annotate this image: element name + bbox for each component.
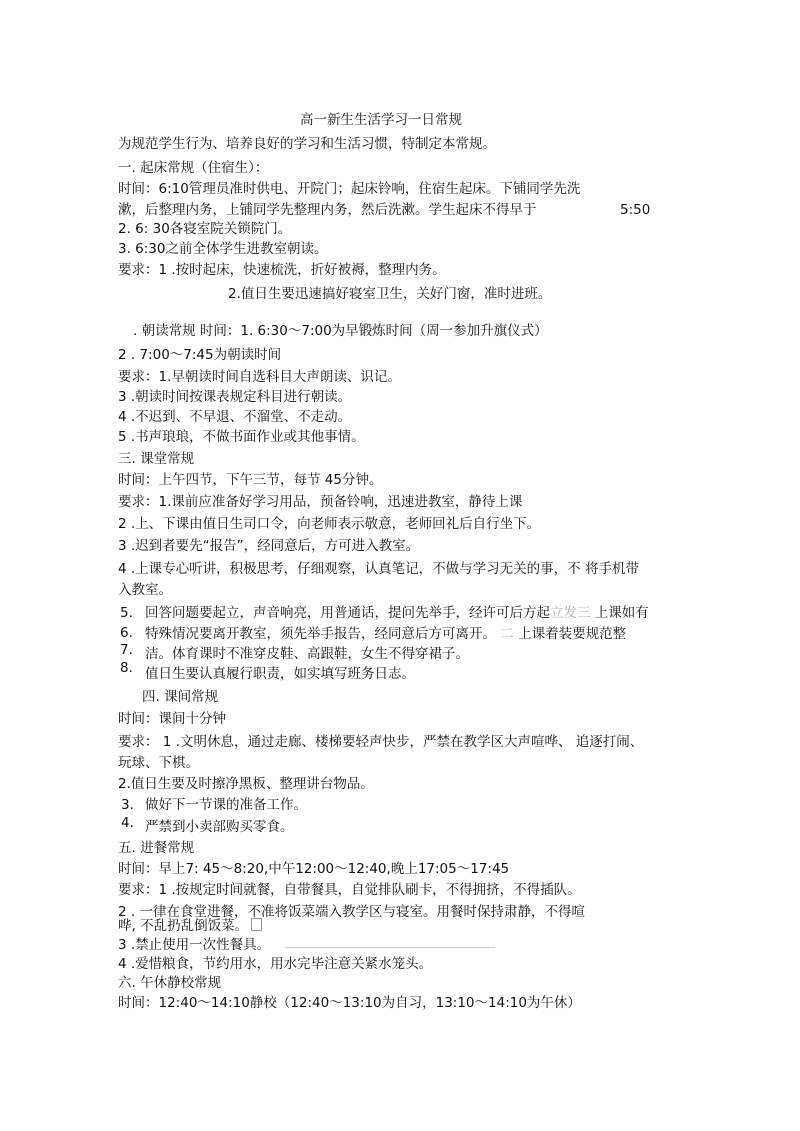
section-3-requirement-4b: 入教室。 <box>118 582 172 598</box>
section-6-heading: 六. 午休静校常规 <box>118 975 222 991</box>
section-3-requirement-7-number: 7. <box>120 642 133 658</box>
document-title: 高一新生生活学习一日常规 <box>300 112 462 128</box>
section-4-requirement-4-number: 4. <box>121 815 134 831</box>
section-4-requirement-3-text: 做好下一节课的准备工作。 <box>145 797 307 813</box>
section-3-time: 时间：上午四节，下午三节，每节 45分钟。 <box>118 472 383 488</box>
empty-box-mark <box>251 918 262 931</box>
section-5-requirement-4: 4 .爱惜粮食，节约用水，用水完毕注意关紧水笼头。 <box>118 956 433 972</box>
section-3-requirement-7-text: 洁。体育课时不准穿皮鞋、高跟鞋，女生不得穿裙子。 <box>145 646 469 662</box>
section-5-requirement-1: 要求：1 .按规定时间就餐，自带餐具，自觉排队刷卡，不得拥挤，不得插队。 <box>118 882 581 898</box>
section-2-requirement-5: 5 .书声琅琅，不做书面作业或其他事情。 <box>118 429 365 445</box>
section-3-requirement-8-text: 值日生要认真履行职责，如实填写班务日志。 <box>145 666 415 682</box>
section-3-requirement-6-tail: 上课着装要规范整 <box>518 626 627 642</box>
section-4-requirement-3-number: 3. <box>121 797 134 813</box>
section-3-requirement-1: 要求：1.课前应准备好学习用品，预备铃响，迅速进教室，静待上课 <box>118 494 523 510</box>
section-3-requirement-5-text: 回答问题要起立，声音响亮，用普通话，提问先举手，经许可后方起 <box>145 605 550 621</box>
section-3-requirement-5-tail: 上课如有 <box>594 605 649 621</box>
section-5-requirement-3: 3 .禁止使用一次性餐具。 <box>118 937 271 953</box>
section-1-heading: 一. 起床常规（住宿生）： <box>118 160 269 176</box>
section-3-requirement-5-number: 5. <box>120 605 133 621</box>
section-3-requirement-8-number: 8. <box>120 660 133 676</box>
section-3-requirement-2: 2 .上、下课由值日生司口令，向老师表示敬意，老师回礼后自行坐下。 <box>118 516 541 532</box>
section-4-time: 时间：课间十分钟 <box>118 711 226 727</box>
section-3-requirement-6-faded-text: 二 <box>500 626 514 642</box>
section-5-requirement-2b-text: 哗, 不乱扔乱倒饭菜。 <box>118 918 249 934</box>
section-2-requirement-3: 3 .朝读时间按课表规定科目进行朝读。 <box>118 389 352 405</box>
section-3-heading: 三. 课堂常规 <box>118 451 195 467</box>
section-1-item-3: 3. 6:30之前全体学生进教室朝读。 <box>118 241 328 257</box>
section-2-requirement-4: 4 .不迟到、不早退、不溜堂、不走动。 <box>118 409 352 425</box>
section-1-time-line-a: 时间：6:10管理员准时供电、开院门；起床铃响，住宿生起床。下铺同学先洗 <box>118 181 581 197</box>
section-4-heading: 四. 课间常规 <box>142 689 219 705</box>
section-3-requirement-5-faded-text: 立发三 <box>550 605 591 621</box>
section-6-time: 时间：12:40～14:10静校（12:40～13:10为自习，13:10～14:10为午休） <box>118 995 581 1011</box>
section-1-requirement-1: 要求：1 .按时起床，快速梳洗，折好被褥，整理内务。 <box>118 262 446 278</box>
faint-rule-divider <box>285 947 495 948</box>
section-1-item-2: 2. 6: 30各寝室院关锁院门。 <box>118 221 292 237</box>
section-5-requirement-2b <box>118 917 262 935</box>
section-1-time-line-c: 5:50 <box>620 202 651 218</box>
section-1-time-line-b: 漱，后整理内务，上铺同学先整理内务，然后洗漱。学生起床不得早于 <box>118 202 537 218</box>
section-2-line-2: 2 . 7:00～7:45为朝读时间 <box>118 347 282 363</box>
section-5-requirement-2a: 2 . 一律在食堂进餐，不准将饭菜端入教学区与寝室。用餐时保持肃静，不得喧 <box>118 904 585 920</box>
section-5-time: 时间：早上7: 45～8:20,中午12:00～12:40,晚上17:05～17:45 <box>118 861 510 877</box>
section-4-requirement-1b: 玩球、下棋。 <box>118 755 199 771</box>
section-2-requirement-1: 要求：1.早朝读时间自选科目大声朗读、识记。 <box>118 369 401 385</box>
section-4-requirement-2: 2.值日生要及时擦净黑板、整理讲台物品。 <box>118 776 374 792</box>
section-3-requirement-6 <box>145 625 626 643</box>
section-4-requirement-1a: 要求： 1 .文明休息，通过走廊、楼梯要轻声快步，严禁在教学区大声喧哗、 追逐打闹、 <box>118 734 644 750</box>
section-5-heading: 五. 进餐常规 <box>118 840 195 856</box>
section-3-requirement-3: 3 .迟到者要先“报告”，经同意后，方可进入教室。 <box>118 538 420 554</box>
intro-line: 为规范学生行为、培养良好的学习和生活习惯，特制定本常规。 <box>118 136 496 152</box>
section-2-line-1: . 朝读常规 时间：1. 6:30～7:00为早锻炼时间（周一参加升旗仪式） <box>133 323 548 339</box>
section-3-requirement-6-text: 特殊情况要离开教室，须先举手报告，经同意后方可离开。 <box>145 626 496 642</box>
section-3-requirement-4a: 4 .上课专心听讲，积极思考，仔细观察，认真笔记，不做与学习无关的事，不 将手机带 <box>118 561 639 577</box>
section-4-requirement-4-text: 严禁到小卖部购买零食。 <box>145 819 294 835</box>
section-3-requirement-5 <box>145 604 649 622</box>
section-1-requirement-2: 2.值日生要迅速搞好寝室卫生，关好门窗，准时进班。 <box>228 286 552 302</box>
section-3-requirement-6-number: 6. <box>120 625 133 641</box>
